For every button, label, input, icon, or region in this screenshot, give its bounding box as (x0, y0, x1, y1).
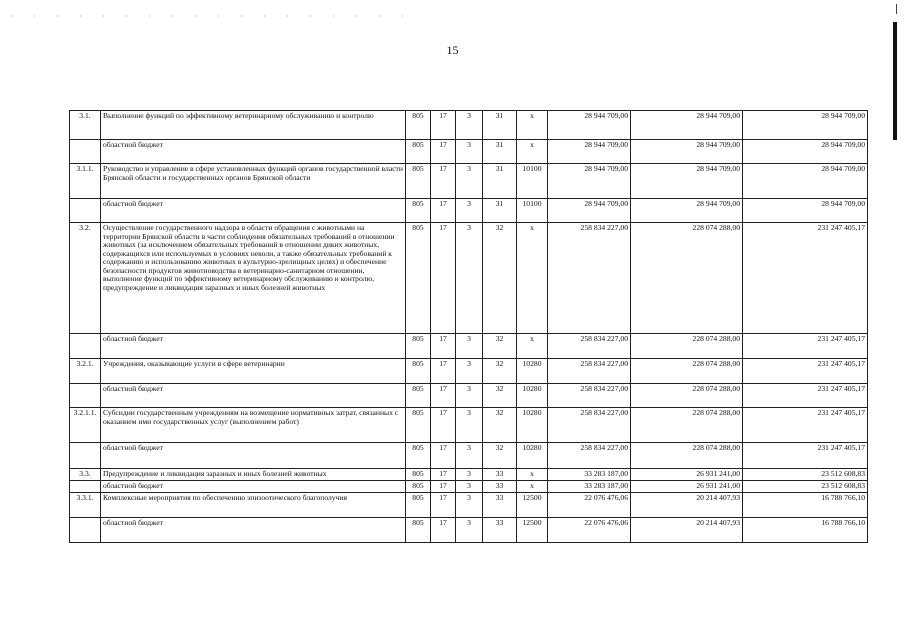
amount-year-2: 228 074 288,00 (631, 443, 743, 469)
amount-year-1: 28 944 709,00 (548, 164, 631, 199)
code-event: 32 (483, 334, 517, 359)
amount-year-3: 231 247 405,17 (743, 359, 868, 384)
code-program: 17 (431, 481, 456, 493)
code-event: 32 (483, 443, 517, 469)
row-name: областной бюджет (101, 384, 406, 408)
code-program: 17 (431, 443, 456, 469)
amount-year-3: 28 944 709,00 (743, 199, 868, 223)
amount-year-3: 231 247 405,17 (743, 443, 868, 469)
code-subprogram: 3 (456, 334, 483, 359)
code-subprogram: 3 (456, 359, 483, 384)
code-program: 17 (431, 469, 456, 481)
code-grbs: 805 (406, 493, 431, 518)
amount-year-3: 16 788 766,10 (743, 493, 868, 518)
amount-year-2: 228 074 288,00 (631, 359, 743, 384)
code-program: 17 (431, 223, 456, 334)
code-program: 17 (431, 493, 456, 518)
amount-year-3: 28 944 709,00 (743, 164, 868, 199)
row-number (70, 443, 101, 469)
table-row (70, 164, 868, 199)
code-event: 33 (483, 481, 517, 493)
code-event: 32 (483, 359, 517, 384)
amount-year-1: 258 834 227,00 (548, 334, 631, 359)
amount-year-1: 258 834 227,00 (548, 223, 631, 334)
code-subprogram: 3 (456, 518, 483, 543)
table-row (70, 493, 868, 518)
row-name: областной бюджет (101, 481, 406, 493)
code-subprogram: 3 (456, 199, 483, 223)
code-grbs: 805 (406, 443, 431, 469)
amount-year-2: 228 074 288,00 (631, 334, 743, 359)
row-number: 3.2.1. (70, 359, 101, 384)
code-grbs: 805 (406, 334, 431, 359)
scan-artifact-tick (896, 4, 897, 14)
code-direction: 10280 (517, 443, 548, 469)
table-row (70, 384, 868, 408)
code-subprogram: 3 (456, 223, 483, 334)
amount-year-2: 28 944 709,00 (631, 111, 743, 140)
code-subprogram: 3 (456, 443, 483, 469)
row-name: областной бюджет (101, 443, 406, 469)
table-row (70, 359, 868, 384)
table-row (70, 518, 868, 543)
amount-year-2: 20 214 407,93 (631, 518, 743, 543)
code-subprogram: 3 (456, 481, 483, 493)
row-number (70, 140, 101, 164)
row-name: Осуществление государственного надзора в области обращения с животными на территории Брянской области в части соблюдения обязательных требований в отношении животных (за исключением обязательных требований в отношении диких животных, содержащихся или используемых в условиях неволи, а также обязательных требований к содержанию и использованию животных в культурно-зрелищных целях) и обеспечение безопасности продуктов животноводства в ветеринарно-санитарном отношении, выполнение функций по эффективному ветеринарному обслуживанию и контролю, предупреждение и ликвидация заразных и иных болезней животных (101, 223, 406, 334)
code-event: 33 (483, 469, 517, 481)
code-program: 17 (431, 408, 456, 443)
code-grbs: 805 (406, 164, 431, 199)
code-subprogram: 3 (456, 384, 483, 408)
code-subprogram: 3 (456, 164, 483, 199)
code-program: 17 (431, 359, 456, 384)
code-program: 17 (431, 111, 456, 140)
amount-year-2: 228 074 288,00 (631, 408, 743, 443)
budget-table (69, 110, 868, 543)
amount-year-1: 258 834 227,00 (548, 408, 631, 443)
code-event: 33 (483, 518, 517, 543)
code-program: 17 (431, 334, 456, 359)
code-program: 17 (431, 518, 456, 543)
amount-year-2: 26 931 241,00 (631, 481, 743, 493)
code-event: 32 (483, 408, 517, 443)
code-subprogram: 3 (456, 493, 483, 518)
code-grbs: 805 (406, 481, 431, 493)
code-direction: 12500 (517, 493, 548, 518)
row-name: Выполнение функций по эффективному ветеринарному обслуживанию и контролю (101, 111, 406, 140)
code-direction: x (517, 481, 548, 493)
code-subprogram: 3 (456, 111, 483, 140)
row-number: 3.2. (70, 223, 101, 334)
table-row (70, 443, 868, 469)
page-number: 15 (446, 43, 459, 57)
code-direction: 10100 (517, 199, 548, 223)
code-direction: x (517, 334, 548, 359)
amount-year-2: 28 944 709,00 (631, 199, 743, 223)
row-number: 3.3.1. (70, 493, 101, 518)
code-event: 32 (483, 384, 517, 408)
code-direction: 10100 (517, 164, 548, 199)
row-name: областной бюджет (101, 334, 406, 359)
table-row (70, 408, 868, 443)
code-direction: x (517, 223, 548, 334)
amount-year-3: 231 247 405,17 (743, 384, 868, 408)
code-grbs: 805 (406, 384, 431, 408)
code-event: 31 (483, 199, 517, 223)
code-direction: 10280 (517, 384, 548, 408)
row-name: областной бюджет (101, 518, 406, 543)
row-number (70, 518, 101, 543)
amount-year-3: 23 512 608,83 (743, 481, 868, 493)
code-grbs: 805 (406, 223, 431, 334)
amount-year-1: 33 283 187,00 (548, 481, 631, 493)
code-grbs: 805 (406, 199, 431, 223)
amount-year-3: 231 247 405,17 (743, 408, 868, 443)
code-direction: x (517, 469, 548, 481)
row-number: 3.3. (70, 469, 101, 481)
code-subprogram: 3 (456, 408, 483, 443)
code-grbs: 805 (406, 140, 431, 164)
amount-year-3: 231 247 405,17 (743, 334, 868, 359)
code-grbs: 805 (406, 469, 431, 481)
table-row (70, 334, 868, 359)
code-event: 31 (483, 140, 517, 164)
code-event: 32 (483, 223, 517, 334)
row-number: 3.1.1. (70, 164, 101, 199)
row-number (70, 481, 101, 493)
row-number: 3.1. (70, 111, 101, 140)
code-grbs: 805 (406, 359, 431, 384)
code-event: 31 (483, 111, 517, 140)
code-program: 17 (431, 199, 456, 223)
amount-year-1: 22 076 476,06 (548, 518, 631, 543)
amount-year-1: 22 076 476,06 (548, 493, 631, 518)
row-number (70, 384, 101, 408)
amount-year-1: 258 834 227,00 (548, 384, 631, 408)
code-direction: 10280 (517, 408, 548, 443)
table-row (70, 481, 868, 493)
code-direction: x (517, 140, 548, 164)
amount-year-3: 28 944 709,00 (743, 111, 868, 140)
amount-year-3: 28 944 709,00 (743, 140, 868, 164)
row-name: областной бюджет (101, 199, 406, 223)
amount-year-2: 28 944 709,00 (631, 140, 743, 164)
amount-year-1: 33 283 187,00 (548, 469, 631, 481)
table-row (70, 140, 868, 164)
amount-year-2: 26 931 241,00 (631, 469, 743, 481)
row-name: Субсидии государственным учреждениям на возмещение нормативных затрат, связанных с оказанием ими государственных услуг (выполнением работ) (101, 408, 406, 443)
row-name: областной бюджет (101, 140, 406, 164)
code-event: 33 (483, 493, 517, 518)
code-grbs: 805 (406, 111, 431, 140)
row-number (70, 199, 101, 223)
code-program: 17 (431, 384, 456, 408)
amount-year-3: 231 247 405,17 (743, 223, 868, 334)
row-number (70, 334, 101, 359)
scan-artifact-edge (893, 22, 897, 140)
table-row (70, 223, 868, 334)
amount-year-2: 28 944 709,00 (631, 164, 743, 199)
amount-year-2: 228 074 288,00 (631, 384, 743, 408)
amount-year-1: 258 834 227,00 (548, 443, 631, 469)
row-name: Предупреждение и ликвидация заразных и иных болезней животных (101, 469, 406, 481)
code-direction: x (517, 111, 548, 140)
table-row (70, 111, 868, 140)
row-name: Учреждения, оказывающие услуги в сфере ветеринарии (101, 359, 406, 384)
amount-year-1: 28 944 709,00 (548, 111, 631, 140)
code-direction: 12500 (517, 518, 548, 543)
code-program: 17 (431, 140, 456, 164)
code-grbs: 805 (406, 408, 431, 443)
row-name: Руководство и управление в сфере установленных функций органов государственной власти Брянской области и государственных органов Брянской области (101, 164, 406, 199)
code-event: 31 (483, 164, 517, 199)
code-subprogram: 3 (456, 469, 483, 481)
amount-year-3: 16 788 766,10 (743, 518, 868, 543)
table-row (70, 469, 868, 481)
table-row (70, 199, 868, 223)
row-number: 3.2.1.1. (70, 408, 101, 443)
code-direction: 10280 (517, 359, 548, 384)
code-grbs: 805 (406, 518, 431, 543)
amount-year-1: 28 944 709,00 (548, 199, 631, 223)
row-name: Комплексные мероприятия по обеспечению эпизоотического благополучия (101, 493, 406, 518)
code-program: 17 (431, 164, 456, 199)
amount-year-3: 23 512 608,83 (743, 469, 868, 481)
code-subprogram: 3 (456, 140, 483, 164)
amount-year-2: 20 214 407,93 (631, 493, 743, 518)
amount-year-2: 228 074 288,00 (631, 223, 743, 334)
amount-year-1: 28 944 709,00 (548, 140, 631, 164)
amount-year-1: 258 834 227,00 (548, 359, 631, 384)
scan-artifact-dots (0, 14, 420, 18)
